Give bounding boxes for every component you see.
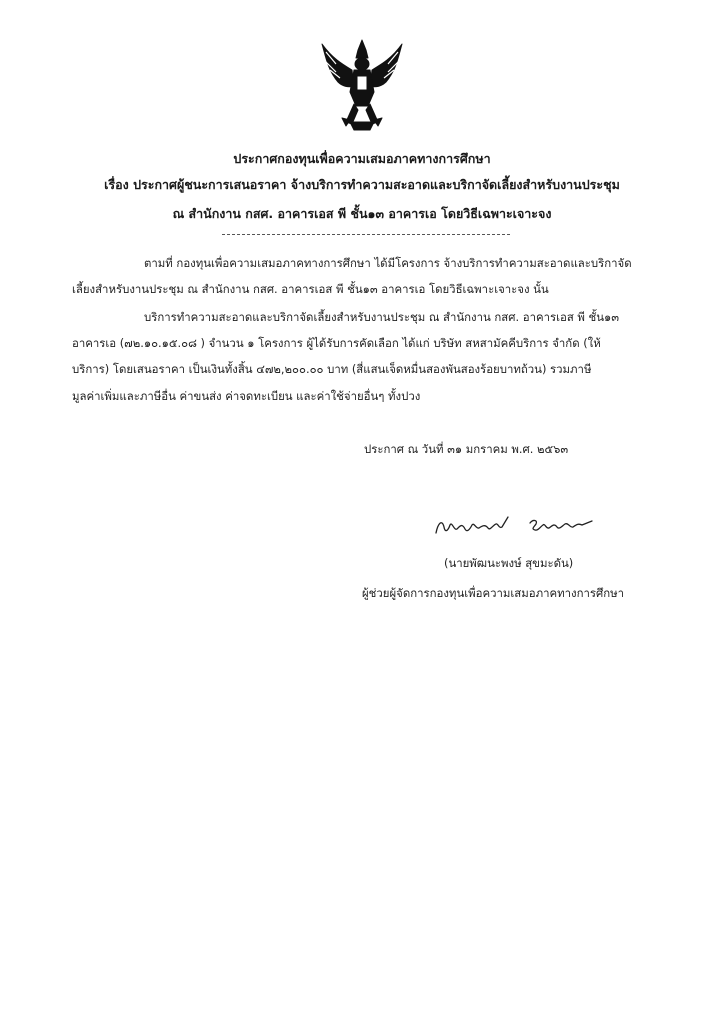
announcement-date: ประกาศ ณ วันที่ ๓๑ มกราคม พ.ศ. ๒๕๖๓ — [364, 442, 569, 456]
signer-title: ผู้ช่วยผู้จัดการกองทุนเพื่อความเสมอภาคทางการศึกษา — [362, 586, 625, 600]
paragraph-2-line-3: บริการ) โดยเสนอราคา เป็นเงินทั้งสิ้น ๔๗๒,๒๐๐.๐๐ บาท (สี่แสนเจ็ดหมื่นสองพันสองร้อยบาทถ้วน) รวมภาษี — [72, 362, 592, 376]
paragraph-1-line-1: ตามที่ กองทุนเพื่อความเสมอภาคทางการศึกษา ได้มีโครงการ จ้างบริการทำความสะอาดและบริกาจัด — [144, 256, 632, 270]
paragraph-2-line-1: บริการทำความสะอาดและบริกาจัดเลี้ยงสำหรับงานประชุม ณ สำนักงาน กสศ. อาคารเอส พี ชั้น๑๓ — [144, 310, 620, 324]
handwritten-signature — [432, 509, 600, 541]
announcement-location: ณ สำนักงาน กสศ. อาคารเอส พี ชั้น๑๓ อาคารเอ โดยวิธีเฉพาะเจาะจง — [172, 206, 552, 221]
paragraph-2-line-4: มูลค่าเพิ่มและภาษีอื่น ค่าขนส่ง ค่าจดทะเบียน และค่าใช้จ่ายอื่นๆ ทั้งปวง — [72, 389, 421, 403]
paragraph-1-line-2: เลี้ยงสำหรับงานประชุม ณ สำนักงาน กสศ. อาคารเอส พี ชั้น๑๓ อาคารเอ โดยวิธีเฉพาะเจาะจง นั้น — [72, 282, 549, 296]
paragraph-2-line-2: อาคารเอ (๗๒.๑๐.๑๕.๐๘ ) จำนวน ๑ โครงการ ผู้ได้รับการคัดเลือก ได้แก่ บริษัท สหสามัคคีบริการ จำกัด (ให้ — [72, 336, 601, 350]
header-divider — [222, 234, 510, 235]
garuda-emblem-icon — [312, 34, 412, 134]
announcement-subject: เรื่อง ประกาศผู้ชนะการเสนอราคา จ้างบริการทำความสะอาดและบริกาจัดเลี้ยงสำหรับงานประชุม — [104, 177, 620, 192]
signer-name: (นายพัฒนะพงษ์ สุขมะดัน) — [444, 556, 574, 570]
announcement-agency: ประกาศกองทุนเพื่อความเสมอภาคทางการศึกษา — [233, 151, 491, 166]
